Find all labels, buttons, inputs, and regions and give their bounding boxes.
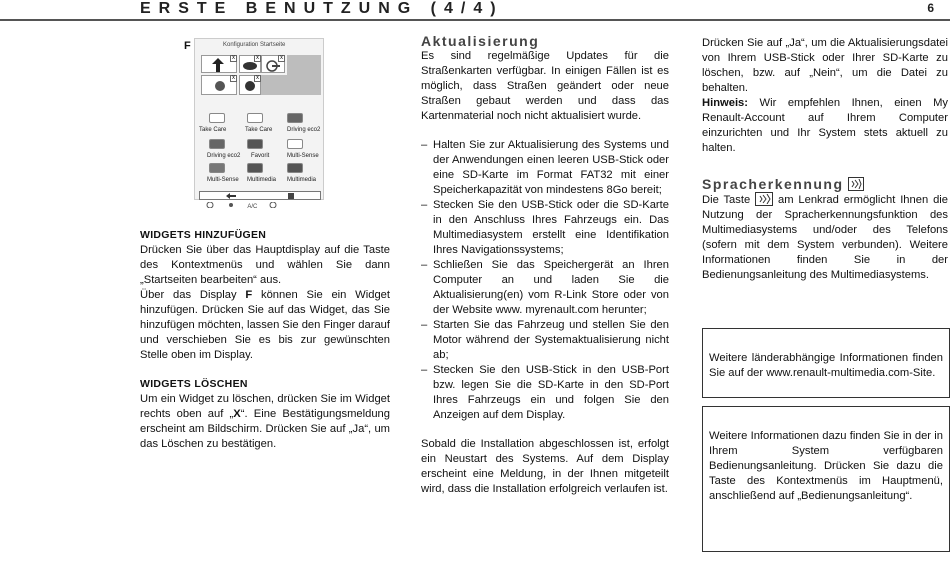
info-box-manual: Weitere Informationen dazu finden Sie in der in Ihrem System verfügbaren Bedienungsanleitung. Drücken Sie dazu die Taste des Kontextmenüs im Hauptmenü, anschließend auf „Bedienungsanleitung“. — [702, 406, 950, 552]
list-item: – Schließen Sie das Speichergerät an Ihren Computer an und laden Sie die Aktualisierung(en) vom R-Link Store oder von der Website www. myrenault.com herunter; — [421, 258, 669, 318]
fan-icon — [226, 202, 236, 208]
widget-slot — [201, 75, 237, 95]
close-icon: x — [256, 55, 259, 61]
info-box-country: Weitere länderabhängige Informationen finden Sie auf der www.renault-multimedia.com-Site. — [702, 328, 950, 398]
list-item: – Halten Sie zur Aktualisierung des Systems und der Anwendungen einen leeren USB-Stick oder eine SD-Karte im Format FAT32 mit einer Speicherkapazität von mindestens 8Go bereit; — [421, 138, 669, 198]
section-title-aktualisierung: Aktualisierung — [421, 33, 540, 49]
paragraph: Hinweis: Wir empfehlen Ihnen, einen My Renault-Account auf Ihrem Computer einzurichten und Ihr System stets aktuell zu halten. — [702, 97, 948, 154]
widget-label: Driving eco2 — [287, 127, 321, 133]
empty-slot — [287, 55, 321, 77]
widget-icon — [209, 163, 225, 173]
list-item: – Starten Sie das Fahrzeug und stellen Sie den Motor während der Systemaktualisierung nicht ab; — [421, 318, 669, 363]
steps-list — [421, 138, 669, 423]
widget-icon — [287, 163, 303, 173]
widget-label: Multi-Sense — [207, 177, 239, 183]
widget-slot — [261, 55, 285, 73]
figure-bottom-caption — [206, 202, 277, 210]
paragraph: Um ein Widget zu löschen, drücken Sie im Widget rechts oben auf „X“. Eine Bestätigungsmeldung erscheint am Bildschirm. Drücken Sie auf „Ja“, um das Löschen zu bestätigen. — [140, 393, 390, 450]
section-title-spracherkennung: Spracherkennung — [702, 176, 948, 192]
arrow-up-icon — [212, 58, 224, 72]
seat-heat-icon — [206, 202, 214, 208]
page-title: ERSTE BENUTZUNG (4/4) — [140, 0, 504, 17]
figure-startseite-config — [194, 38, 324, 211]
column-right — [702, 36, 948, 283]
widget-label: Take Care — [199, 127, 227, 133]
widget-label: Favorit — [251, 153, 270, 159]
column-middle — [421, 33, 669, 497]
widget-slot — [239, 55, 261, 73]
widget-label: Multimedia — [247, 177, 277, 183]
favorite-icon — [244, 80, 256, 92]
page-header — [0, 0, 950, 20]
widget-icon — [247, 139, 263, 149]
close-icon: x — [280, 55, 283, 61]
empty-slot — [261, 75, 321, 95]
paragraph: Über das Display F können Sie ein Widget hinzufügen. Drücken Sie auf das Widget, das Sie hinzufügen möchten, lassen Sie den Finger darauf und verschieben Sie es bis zur gewünschten Stelle oben im Display. — [140, 289, 391, 361]
close-icon: x — [232, 75, 235, 81]
voice-command-icon — [848, 177, 864, 191]
header-rule — [0, 19, 950, 21]
figure-screen — [194, 38, 324, 200]
widget-label: Multi-Sense — [287, 153, 319, 159]
hint-label: Hinweis: — [702, 97, 749, 109]
widget-label: Driving eco2 — [207, 153, 241, 159]
widget-icon — [209, 113, 225, 123]
paragraph: Die Taste am Lenkrad ermöglicht Ihnen die Nutzung der Spracherkennungsfunktion des Multimediasystems und/oder des Telefons (sofern mit dem System verbunden). Weitere Informationen finden Sie in der Bedienungsanleitung des Multimediasystems. — [702, 194, 948, 281]
close-icon: x — [232, 55, 235, 61]
widget-icon — [287, 113, 303, 123]
widget-icon — [247, 163, 263, 173]
list-item: – Stecken Sie den USB-Stick oder die SD-Karte in den Anschluss Ihres Fahrzeugs ein. Das Multimediasystem erstellt eine Identifikation Ihres Navigationssystems; — [421, 198, 669, 258]
voice-command-icon — [755, 192, 773, 206]
back-arrow-icon — [226, 193, 236, 199]
close-icon: x — [256, 75, 259, 81]
list-item: – Stecken Sie den USB-Stick in den USB-Port bzw. legen Sie die SD-Karte in den SD-Port Ihres Fahrzeugs ein und folgen Sie den Anzeigen auf dem Display. — [421, 363, 669, 423]
ac-label: A/C — [247, 204, 258, 210]
paragraph: Drücken Sie auf „Ja“, um die Aktualisierungsdatei von Ihrem USB-Stick oder Ihrer SD-Karte zu löschen, bzw. auf „Nein“, um die Datei zu behalten. — [702, 37, 948, 94]
widget-label: Take Care — [245, 127, 273, 133]
defrost-icon — [269, 202, 277, 208]
paragraph: Sobald die Installation abgeschlossen ist, erfolgt ein Neustart des Systems. Auf dem Display erscheint eine Meldung, in der Ihnen mitgeteilt wird, dass die Installation erfolgreich verlaufen ist. — [421, 438, 669, 495]
widget-label: Multimedia — [287, 177, 317, 183]
heading-widgets-add: WIDGETS HINZUFÜGEN — [140, 229, 267, 241]
widget-slot — [201, 55, 237, 73]
column-left — [140, 228, 390, 452]
heading-widgets-delete: WIDGETS LÖSCHEN — [140, 378, 248, 390]
widget-icon — [287, 139, 303, 149]
page-number: 6 — [927, 1, 934, 15]
widget-slot — [239, 75, 261, 95]
figure-label: F — [184, 40, 191, 52]
refresh-icon — [266, 60, 280, 72]
widget-icon — [247, 113, 263, 123]
menu-icon — [288, 193, 294, 199]
widget-icon — [209, 139, 225, 149]
leaf-icon — [243, 61, 257, 71]
paragraph: Drücken Sie über das Hauptdisplay auf die Taste des Kontextmenüs und wählen Sie dann „Startseiten bearbeiten“ aus. — [140, 244, 390, 286]
multimedia-icon — [214, 80, 226, 92]
paragraph: Es sind regelmäßige Updates für die Straßenkarten verfügbar. In einigen Fällen ist es möglich, dass Straßen geändert oder neue Straßen gebaut werden und dass das Kartenmaterial noch nicht aktualisiert wurde. — [421, 50, 669, 122]
figure-screen-title: Konfiguration Startseite — [223, 42, 286, 48]
bottom-bar — [199, 191, 321, 200]
